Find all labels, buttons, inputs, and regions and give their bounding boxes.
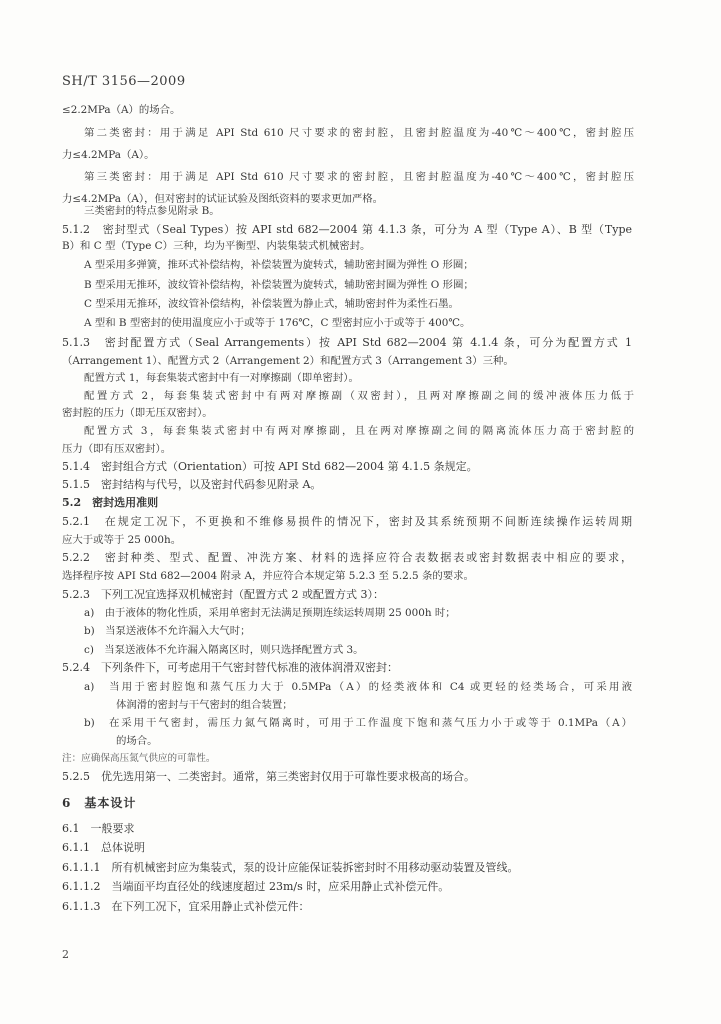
text-line: 配置方式 2，每套集装式密封中有两对摩擦副（双密封），且两对摩擦副之间的缓冲液体压力低于 (84, 390, 634, 402)
clause-5-2-3: 5.2.3 下列工况宜选择双机械密封（配置方式 2 或配置方式 3）： (62, 588, 384, 601)
clause-5-2-2: 5.2.2 密封种类、型式、配置、冲洗方案、材料的选择应符合表数据表或密封数据表中相应的要求， (62, 551, 632, 564)
text-line: 选择程序按 API Std 682—2004 附录 A，并应符合本规定第 5.2.3 至 5.2.5 条的要求。 (62, 570, 474, 582)
section-5-2-title: 5.2 密封选用准则 (62, 496, 159, 509)
clause-5-1-4: 5.1.4 密封组合方式（Orientation）可按 API Std 682—2004 第 4.1.5 条规定。 (62, 460, 478, 473)
standard-code-header: SH/T 3156—2009 (62, 74, 186, 89)
text-line: B 型采用无推环，波纹管补偿结构，补偿装置为旋转式，辅助密封圈为弹性 O 形圈； (84, 279, 474, 291)
text-line: 压力（即有压双密封）。 (62, 443, 172, 455)
text-line: C 型采用无推环，波纹管补偿结构，补偿装置为静止式，辅助密封件为柔性石墨。 (84, 298, 459, 310)
page-number: 2 (62, 948, 69, 961)
text-line: 应大于或等于 25 000h。 (62, 534, 182, 546)
clause-5-2-1: 5.2.1 在规定工况下，不更换和不维修易损件的情况下，密封及其系统预期不间断连续操作运转周期 (62, 515, 632, 528)
clause-6-1-1-3: 6.1.1.3 在下列工况下，宜采用静止式补偿元件： (62, 900, 310, 913)
section-6-title: 6 基本设计 (62, 796, 137, 810)
text-line: 力≤4.2MPa（A）。 (62, 149, 155, 161)
section-6-1-title: 6.1 一般要求 (62, 822, 135, 835)
clause-6-1-1-2: 6.1.1.2 当端面平均直径处的线速度超过 23m/s 时，应采用静止式补偿元件。 (62, 880, 450, 893)
list-item-b: b) 在采用干气密封，需压力氮气隔离时，可用于工作温度下饱和蒸气压力小于或等于 0.1MPa（A） (84, 717, 632, 729)
text-line: 第二类密封：用于满足 API Std 610 尺寸要求的密封腔，且密封腔温度为-40℃～400℃，密封腔压 (84, 127, 634, 139)
list-item-a: a) 当用于密封腔饱和蒸气压力大于 0.5MPa（A）的烃类液体和 C4 或更轻的烃类场合，可采用液 (84, 681, 632, 693)
clause-5-2-5: 5.2.5 优先选用第一、二类密封。通常，第三类密封仅用于可靠性要求极高的场合。 (62, 770, 475, 783)
text-line: 三类密封的特点参见附录 B。 (84, 205, 220, 217)
list-item-b: b) 当泵送液体不允许漏入大气时； (84, 625, 251, 637)
clause-5-1-2: 5.1.2 密封型式（Seal Types）按 API std 682—2004 第 4.1.3 条，可分为 A 型（Type A）、B 型（Type (62, 223, 632, 236)
list-item-c: c) 当泵送液体不允许漏入隔离区时，则只选择配置方式 3。 (84, 644, 364, 656)
list-item-a: a) 由于液体的物化性质，采用单密封无法满足预期连续运转周期 25 000h 时； (84, 607, 456, 619)
section-6-1-1-title: 6.1.1 总体说明 (62, 841, 145, 854)
text-line: A 型采用多弹簧，推环式补偿结构，补偿装置为旋转式，辅助密封圈为弹性 O 形圈； (84, 259, 474, 271)
text-line: ≤2.2MPa（A）的场合。 (62, 104, 181, 116)
text-line: 配置方式 3，每套集装式密封中有两对摩擦副，且在两对摩擦副之间的隔离流体压力高于密封腔的 (84, 425, 634, 437)
text-line: B）和 C 型（Type C）三种，均为平衡型、内装集装式机械密封。 (62, 240, 371, 252)
text-line: A 型和 B 型密封的使用温度应小于或等于 176℃，C 型密封应小于或等于 400℃。 (84, 317, 471, 329)
text-line: 密封腔的压力（即无压双密封）。 (62, 407, 213, 419)
clause-5-1-3: 5.1.3 密封配置方式（Seal Arrangements）按 API Std 682—2004 第 4.1.4 条，可分为配置方式 1 (62, 336, 632, 349)
text-line: 力≤4.2MPa（A），但对密封的试证试验及图纸资料的要求更加严格。 (62, 193, 384, 205)
text-line: 体润滑的密封与干气密封的组合装置； (116, 699, 293, 711)
clause-6-1-1-1: 6.1.1.1 所有机械密封应为集装式，泵的设计应能保证装拆密封时不用移动驱动装置及管线。 (62, 861, 519, 874)
clause-5-1-5: 5.1.5 密封结构与代号，以及密封代码参见附录 A。 (62, 478, 322, 491)
text-line: 的场合。 (116, 735, 158, 747)
text-line: 配置方式 1，每套集装式密封中有一对摩擦副（即单密封）。 (84, 372, 359, 384)
text-line: （Arrangement 1）、配置方式 2（Arrangement 2）和配置方式 3（Arrangement 3）三种。 (62, 355, 514, 367)
clause-5-2-4: 5.2.4 下列条件下，可考虑用干气密封替代标准的液体润滑双密封： (62, 661, 398, 674)
note-text: 注：应确保高压氮气供应的可靠性。 (62, 753, 216, 764)
text-line: 第三类密封：用于满足 API Std 610 尺寸要求的密封腔，且密封腔温度为-40℃～400℃，密封腔压 (84, 171, 634, 183)
